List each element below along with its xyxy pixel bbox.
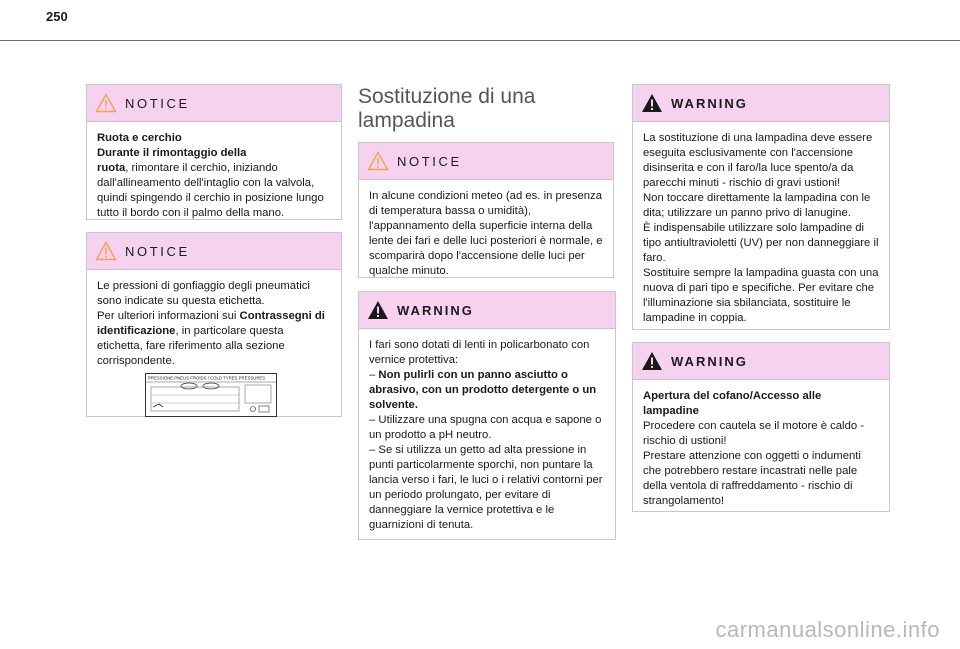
warning-intro: I fari sono dotati di lenti in policarbonato con vernice protettiva: bbox=[369, 339, 590, 366]
notice-triangle-icon bbox=[95, 241, 117, 261]
warning-text-4: Sostituire sempre la lampadina guasta con una nuova di pari tipo e specifiche. Per evitare che l'illuminazione sia sbilanciata, sostituire le lampadine in coppia. bbox=[643, 267, 879, 324]
warning-triangle-icon bbox=[367, 300, 389, 320]
warning-body bbox=[633, 380, 889, 517]
warning-text-1: Procedere con cautela se il motore è caldo - rischio di ustioni! bbox=[643, 420, 865, 447]
section-title: Sostituzione di una lampadina bbox=[358, 85, 536, 132]
warning-header bbox=[633, 85, 889, 122]
notice-box-tire-pressure bbox=[86, 232, 342, 417]
bullet-dash: – bbox=[369, 369, 379, 381]
warning-label: WARNING bbox=[671, 96, 748, 111]
warning-triangle-icon bbox=[641, 351, 663, 371]
notice-body bbox=[87, 270, 341, 425]
notice-text: In alcune condizioni meteo (ad es. in presenza di temperatura bassa o umidità), l'appannamento della superficie interna della lente dei fari e delle luci posteriori è normale, e scomparirà dopo l'accensione delle luci per qualche minuto. bbox=[369, 190, 603, 277]
top-divider bbox=[0, 40, 960, 41]
warning-label: WARNING bbox=[671, 354, 748, 369]
tire-pressure-label-image bbox=[145, 373, 277, 417]
warning-bullet-2: – Utilizzare una spugna con acqua e sapone o un prodotto a pH neutro. bbox=[369, 414, 602, 441]
warning-box-polycarbonate bbox=[358, 291, 616, 540]
warning-header bbox=[633, 343, 889, 380]
warning-triangle-icon bbox=[641, 93, 663, 113]
warning-body bbox=[633, 122, 889, 334]
notice-box-wheel bbox=[86, 84, 342, 220]
warning-header bbox=[359, 292, 615, 329]
warning-box-bulb-replacement bbox=[632, 84, 890, 330]
warning-text-1: La sostituzione di una lampadina deve essere eseguita esclusivamente con l'accensione disinserita e con il faro/la luce spento/a da parecchi minuti - rischio di gravi ustioni! bbox=[643, 132, 873, 189]
notice-body bbox=[359, 180, 613, 287]
notice-label: NOTICE bbox=[125, 96, 190, 111]
warning-bullet-3: – Se si utilizza un getto ad alta pressione in punti particolarmente sporchi, non puntare la lancia verso i fari, le luci o i relativi contorni per un periodo prolungato, per evitare di danneggiare la vernice protettiva e le guarnizioni di tenuta. bbox=[369, 444, 603, 531]
notice-header bbox=[359, 143, 613, 180]
notice-text-2: Per ulteriori informazioni sui bbox=[97, 310, 240, 322]
notice-header bbox=[87, 85, 341, 122]
tire-label-header: PRESSIONE PNEUS FROIDS / COLD TYRES PRESSURES bbox=[148, 375, 266, 381]
notice-bold-ref: Contrassegni di identificazione bbox=[97, 310, 325, 337]
notice-body bbox=[87, 122, 341, 229]
warning-text-3: È indispensabile utilizzare solo lampadine di tipo antiultravioletti (UV) per non danneggiare il faro. bbox=[643, 222, 879, 264]
watermark: carmanualsonline.info bbox=[715, 617, 940, 642]
notice-text-1: Le pressioni di gonfiaggio degli pneumatici sono indicate su questa etichetta. bbox=[97, 280, 310, 307]
notice-heading-2: Durante il rimontaggio della bbox=[97, 147, 247, 159]
notice-header bbox=[87, 233, 341, 270]
notice-label: NOTICE bbox=[397, 154, 462, 169]
notice-bold-word: ruota bbox=[97, 162, 126, 174]
notice-text: , rimontare il cerchio, iniziando dall'allineamento dell'intaglio con la valvola, quindi spingendo il cerchio in posizione lungo tutto il bordo con il palmo della mano. bbox=[97, 162, 324, 219]
notice-triangle-icon bbox=[367, 151, 389, 171]
warning-label: WARNING bbox=[397, 303, 474, 318]
notice-label: NOTICE bbox=[125, 244, 190, 259]
warning-text-2: Prestare attenzione con oggetti o indumenti che potrebbero restare incastrati nelle pale della ventola di raffreddamento - rischio di strangolamento! bbox=[643, 450, 861, 507]
notice-heading-1: Ruota e cerchio bbox=[97, 132, 182, 144]
notice-triangle-icon bbox=[95, 93, 117, 113]
warning-box-bonnet bbox=[632, 342, 890, 512]
page-number: 250 bbox=[46, 9, 68, 24]
warning-bold-bullet: Non pulirli con un panno asciutto o abrasivo, con un prodotto detergente o un solvente. bbox=[369, 369, 597, 411]
warning-heading: Apertura del cofano/Accesso alle lampadine bbox=[643, 390, 822, 417]
warning-text-2: Non toccare direttamente la lampadina con le dita; utilizzare un panno privo di lanugine. bbox=[643, 192, 871, 219]
warning-body bbox=[359, 329, 615, 541]
notice-box-fogging bbox=[358, 142, 614, 278]
notice-text-3: , in particolare questa etichetta, fare riferimento alla sezione corrispondente. bbox=[97, 325, 285, 367]
